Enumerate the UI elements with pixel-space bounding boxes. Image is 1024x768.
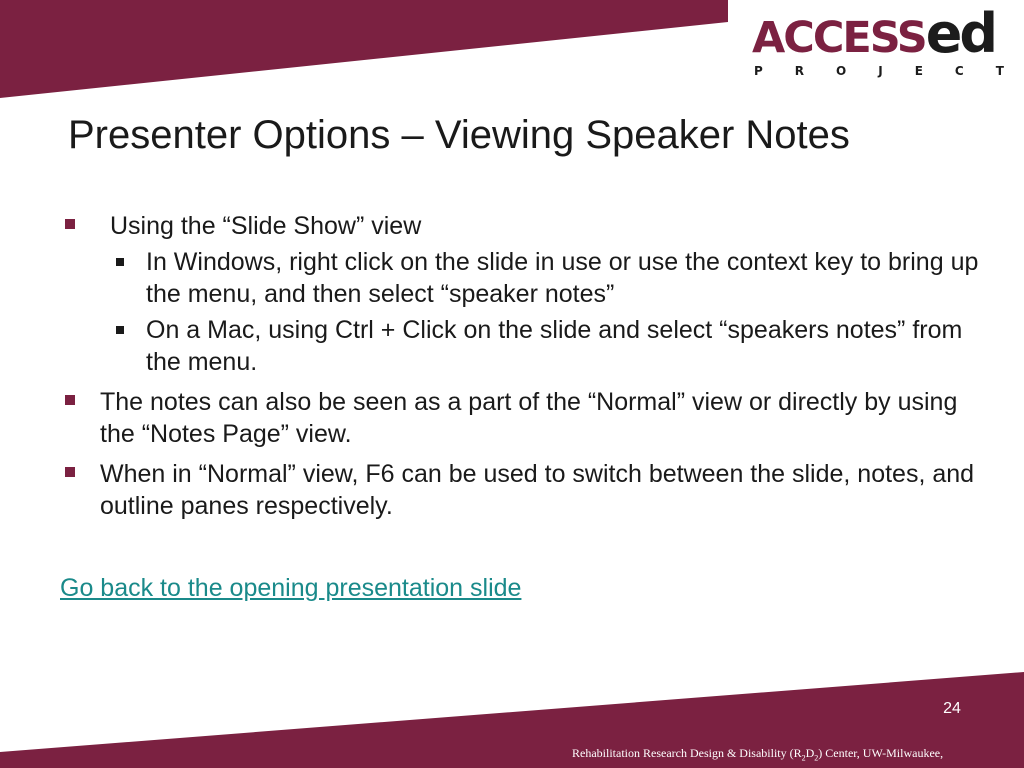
subbullet-mac <box>110 314 980 378</box>
bullet-text: When in “Normal” view, F6 can be used to switch between the slide, notes, and outline panes respectively. <box>100 460 975 520</box>
bullet-text: Using the “Slide Show” view <box>110 212 422 240</box>
logo-word-access: ACCESS <box>752 13 926 63</box>
header-band <box>0 0 728 98</box>
subbullet-windows <box>110 246 980 310</box>
footer-subscript: 2 <box>801 753 806 763</box>
logo-letter: T <box>995 64 1004 78</box>
logo-letter: P <box>754 64 763 78</box>
subbullet-text: In Windows, right click on the slide in use or use the context key to bring up the menu, and then select “speaker notes” <box>146 248 979 308</box>
footer-text: D <box>805 746 815 760</box>
bullet-slide-show-view <box>60 210 980 242</box>
logo-letter: J <box>878 64 883 78</box>
logo-letter: E <box>914 64 923 78</box>
back-to-opening-slide-link[interactable]: Go back to the opening presentation slide <box>60 574 522 602</box>
square-bullet-icon <box>65 467 75 477</box>
square-bullet-icon <box>116 326 124 334</box>
square-bullet-icon <box>65 219 75 229</box>
slide-content <box>60 210 980 604</box>
bullet-normal-view <box>60 386 980 450</box>
square-bullet-icon <box>65 395 75 405</box>
square-bullet-icon <box>116 258 124 266</box>
slide-title: Presenter Options – Viewing Speaker Notes <box>68 113 850 157</box>
logo-letter: C <box>954 64 964 78</box>
logo-letter: O <box>836 64 847 78</box>
footer-text: ) Center, UW-Milwaukee, <box>818 746 944 760</box>
footer-subscript: 2 <box>814 753 819 763</box>
logo-wordmark <box>752 2 996 65</box>
logo-subline <box>754 64 1004 78</box>
logo-letter: R <box>794 64 805 78</box>
subbullet-text: On a Mac, using Ctrl + Click on the slide and select “speakers notes” from the menu. <box>146 316 963 376</box>
footer-text: Rehabilitation Research Design & Disability (R <box>572 746 802 760</box>
access-ed-logo <box>752 2 1008 80</box>
page-number: 24 <box>943 700 961 717</box>
bullet-text: The notes can also be seen as a part of the “Normal” view or directly by using the “Notes Page” view. <box>100 388 958 448</box>
footer-credit <box>572 746 943 762</box>
logo-word-ed: ed <box>925 2 996 65</box>
bullet-f6-shortcut <box>60 458 980 522</box>
